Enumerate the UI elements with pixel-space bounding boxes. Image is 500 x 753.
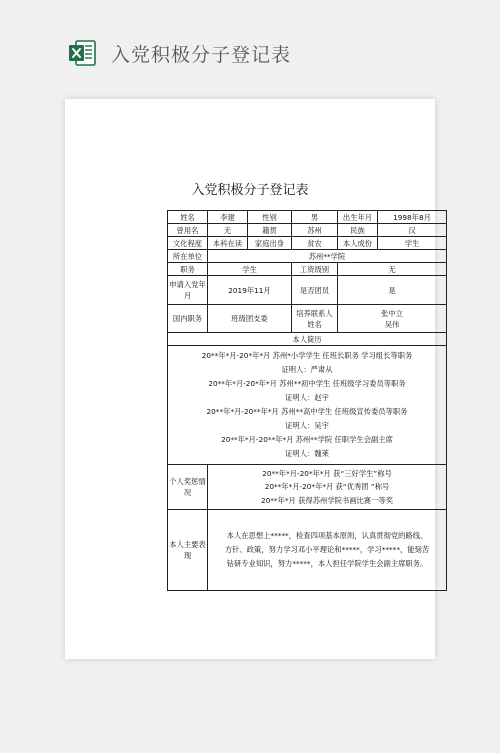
history-item: 证明人：吴宇 <box>285 421 329 430</box>
cell-value <box>338 305 447 333</box>
cell-value: 班级团支委 <box>208 305 292 333</box>
cell-label: 职务 <box>168 263 208 276</box>
history-item: 证明人：魏莱 <box>285 449 329 458</box>
table-row <box>168 263 447 276</box>
cell-value: 无 <box>338 263 447 276</box>
award-item: 20**年*月 获得苏州学院书画比赛一等奖 <box>260 495 393 505</box>
cell-label: 性别 <box>248 211 292 224</box>
awards-list <box>208 465 447 510</box>
table-row <box>168 465 447 510</box>
cell-value: 贫农 <box>292 237 338 250</box>
cell-label: 是否团员 <box>292 276 338 305</box>
history-item: 证明人：严肃从 <box>281 365 333 374</box>
contact-name: 吴伟 <box>384 319 400 329</box>
cell-value: 2019年11月 <box>208 276 292 305</box>
award-item: 20**年*月-20*年*月 获“三好学生”称号 <box>262 468 392 478</box>
performance-line: 钻研专业知识，努力*****，本人担任学院学生会副主席职务。 <box>226 559 428 568</box>
cell-value: 李建 <box>208 211 248 224</box>
cell-label: 出生年月 <box>338 211 378 224</box>
document-title: 入党积极分子登记表 <box>191 183 309 198</box>
cell-value: 学生 <box>378 237 447 250</box>
page-title: 入党积极分子登记表 <box>111 44 292 66</box>
section-heading: 本人简历 <box>168 333 447 346</box>
history-item: 20**年*月-20*年*月 苏州**初中学生 任班级学习委员等职务 <box>208 379 406 388</box>
table-row <box>168 346 447 465</box>
cell-value: 1998年8月 <box>378 211 447 224</box>
cell-label: 个人奖惩情况 <box>168 465 208 510</box>
cell-label: 工资级别 <box>292 263 338 276</box>
cell-label: 所在单位 <box>168 250 208 263</box>
cell-label: 籍贯 <box>248 224 292 237</box>
cell-label: 文化程度 <box>168 237 208 250</box>
table-row <box>168 510 447 591</box>
cell-label: 姓名 <box>168 211 208 224</box>
cell-label: 培养联系人姓名 <box>292 305 338 333</box>
cell-label: 曾用名 <box>168 224 208 237</box>
history-item: 证明人：赵宇 <box>285 393 329 402</box>
document-page <box>65 99 435 659</box>
registration-form <box>167 210 447 591</box>
cell-value: 无 <box>208 224 248 237</box>
contact-name: 张中立 <box>381 308 403 318</box>
history-item: 20**年*月-20**年*月 苏州**高中学生 任班级宣传委员等职务 <box>206 407 408 416</box>
excel-icon <box>67 38 97 68</box>
table-row <box>168 276 447 305</box>
cell-value: 本科在读 <box>208 237 248 250</box>
table-row <box>168 250 447 263</box>
header <box>0 0 500 110</box>
performance-line: 本人在思想上*****，检查四项基本原则，认真贯彻党的路线、 <box>226 531 428 540</box>
table-row <box>168 237 447 250</box>
cell-value: 苏州**学院 <box>208 250 447 263</box>
cell-value: 学生 <box>208 263 292 276</box>
table-row <box>168 305 447 333</box>
cell-label: 本人成份 <box>338 237 378 250</box>
history-item: 20**年*月-20*年*月 苏州*小学学生 任班长职务 学习组长等职务 <box>201 351 413 360</box>
cell-label: 民族 <box>338 224 378 237</box>
cell-label: 申请入党年月 <box>168 276 208 305</box>
history-list <box>168 346 447 465</box>
award-item: 20**年*月-20*年*月 获“优秀团 ”称号 <box>264 482 390 492</box>
cell-value: 男 <box>292 211 338 224</box>
cell-value: 苏州 <box>292 224 338 237</box>
table-row <box>168 224 447 237</box>
cell-value: 是 <box>338 276 447 305</box>
cell-label: 本人主要表现 <box>168 510 208 591</box>
cell-value: 汉 <box>378 224 447 237</box>
cell-label: 国内职务 <box>168 305 208 333</box>
history-item: 20**年*月-20**年*月 苏州**学院 任职学生会副主席 <box>221 435 393 444</box>
performance-text <box>208 510 447 591</box>
performance-line: 方针、政策，努力学习邓小平理论和*****，学习*****，能刻苦 <box>224 545 430 554</box>
table-row <box>168 333 447 346</box>
table-row <box>168 211 447 224</box>
cell-label: 家庭出身 <box>248 237 292 250</box>
